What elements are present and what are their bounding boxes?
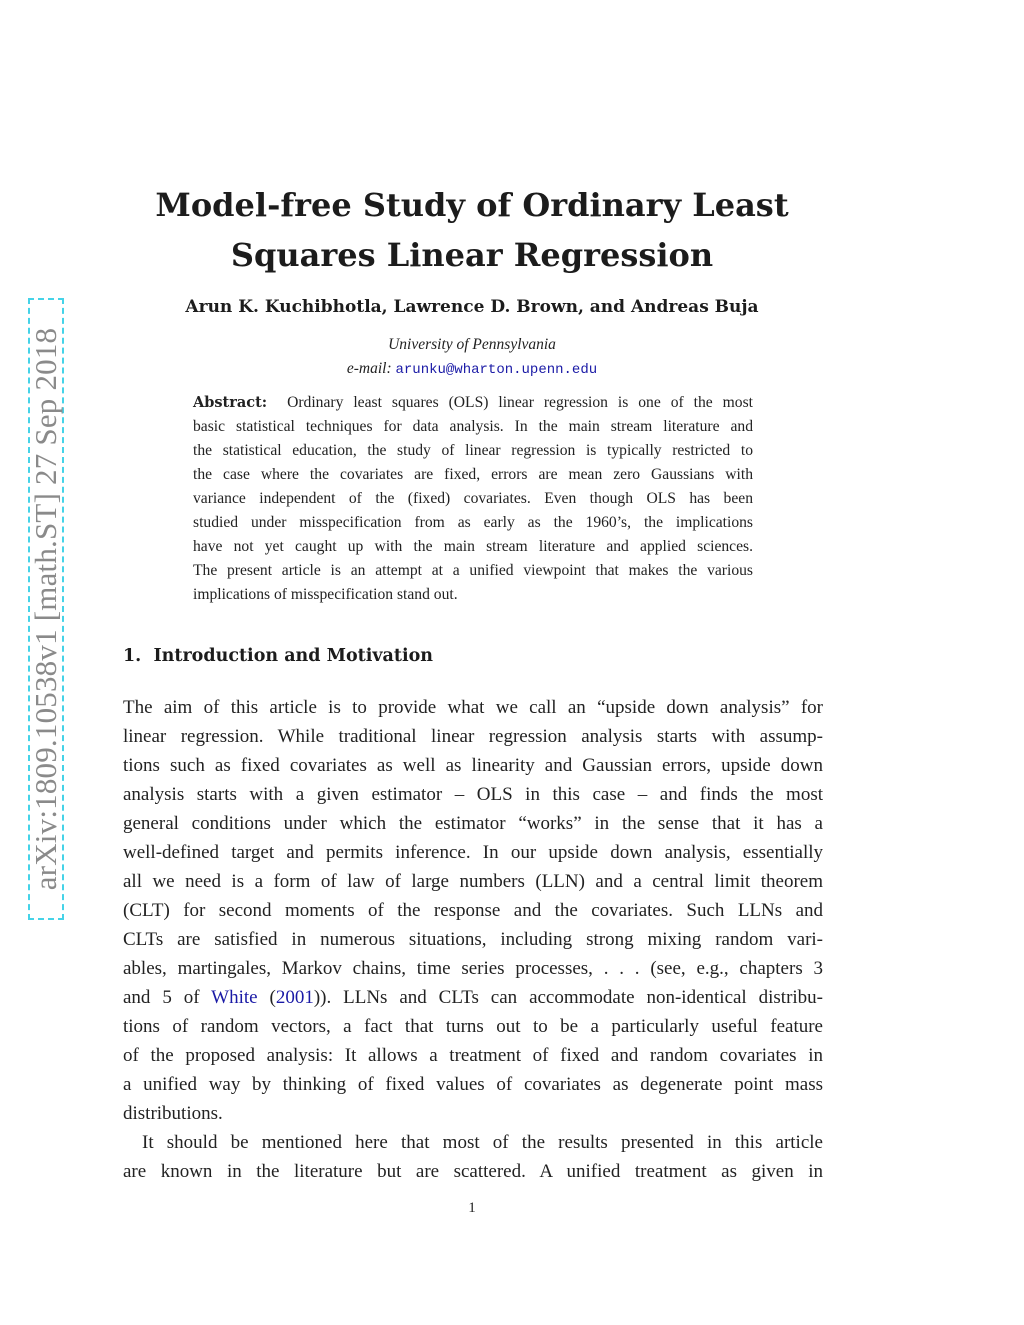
body-line: (CLT) for second moments of the response and the covariates. Such LLNs and: [123, 900, 823, 921]
email-line: [120, 360, 824, 378]
abstract-line: implications of misspecification stand out.: [193, 586, 458, 603]
abstract-line: have not yet caught up with the main stream literature and applied sciences.: [193, 538, 753, 555]
author-list: Arun K. Kuchibhotla, Lawrence D. Brown, and Andreas Buja: [185, 297, 759, 317]
body-line: well-defined target and permits inference. In our upside down analysis, essentially: [123, 842, 823, 863]
body-line-citation: and 5 of White (2001)). LLNs and CLTs can accommodate non-identical distribu-: [123, 987, 824, 1008]
body-text: [123, 693, 823, 1186]
section-number: 1.: [123, 646, 142, 666]
body-line: linear regression. While traditional linear regression analysis starts with assump-: [123, 726, 823, 747]
paper-title: [120, 180, 824, 280]
abstract-line: The present article is an attempt at a unified viewpoint that makes the various: [193, 562, 753, 579]
abstract-label: Abstract:: [193, 394, 268, 411]
body-line: tions of random vectors, a fact that turns out to be a particularly useful feature: [123, 1016, 823, 1037]
paper-title-line-2: Squares Linear Regression: [230, 236, 714, 274]
body-line: ables, martingales, Markov chains, time series processes, . . . (see, e.g., chapters 3: [123, 958, 823, 979]
body-line: all we need is a form of law of large numbers (LLN) and a central limit theorem: [123, 871, 823, 892]
body-line: a unified way by thinking of fixed values of covariates as degenerate point mass: [123, 1074, 823, 1095]
section-title: Introduction and Motivation: [153, 646, 433, 666]
body-line: analysis starts with a given estimator – OLS in this case – and finds the most: [123, 784, 823, 805]
abstract-line: the case where the covariates are fixed, errors are mean zero Gaussians with: [193, 466, 753, 483]
citation-year-link[interactable]: 2001: [275, 987, 314, 1008]
abstract-line: variance independent of the (fixed) covariates. Even though OLS has been: [193, 490, 753, 507]
body-line: of the proposed analysis: It allows a treatment of fixed and random covariates in: [123, 1045, 823, 1066]
body-line: are known in the literature but are scattered. A unified treatment as given in: [123, 1161, 823, 1182]
body-line: CLTs are satisfied in numerous situations, including strong mixing random vari-: [123, 929, 823, 950]
email-link[interactable]: arunku@wharton.upenn.edu: [395, 362, 598, 378]
affiliation: University of Pennsylvania: [388, 336, 556, 353]
abstract-line: the statistical education, the study of linear regression is typically restricted to: [193, 442, 753, 459]
body-line: It should be mentioned here that most of the results presented in this article: [142, 1132, 823, 1153]
arxiv-identifier[interactable]: arXiv:1809.10538v1 [math.ST] 27 Sep 2018: [28, 327, 63, 891]
paper-title-line-1: Model-free Study of Ordinary Least: [155, 186, 789, 224]
body-line: The aim of this article is to provide what we call an “upside down analysis” for: [123, 697, 823, 718]
body-line: distributions.: [123, 1103, 223, 1124]
abstract-line: basic statistical techniques for data analysis. In the main stream literature and: [193, 418, 753, 435]
abstract-line: studied under misspecification from as early as the 1960’s, the implications: [193, 514, 753, 531]
abstract: [193, 391, 753, 607]
page-number: 1: [468, 1200, 476, 1216]
body-line: tions such as fixed covariates as well as linearity and Gaussian errors, upside down: [123, 755, 823, 776]
body-line: general conditions under which the estimator “works” in the sense that it has a: [123, 813, 823, 834]
email-label: e-mail:: [346, 360, 392, 377]
citation-author-link[interactable]: White: [211, 987, 258, 1008]
section-heading: [123, 646, 433, 666]
abstract-line: Abstract: Ordinary least squares (OLS) linear regression is one of the most: [193, 394, 753, 411]
